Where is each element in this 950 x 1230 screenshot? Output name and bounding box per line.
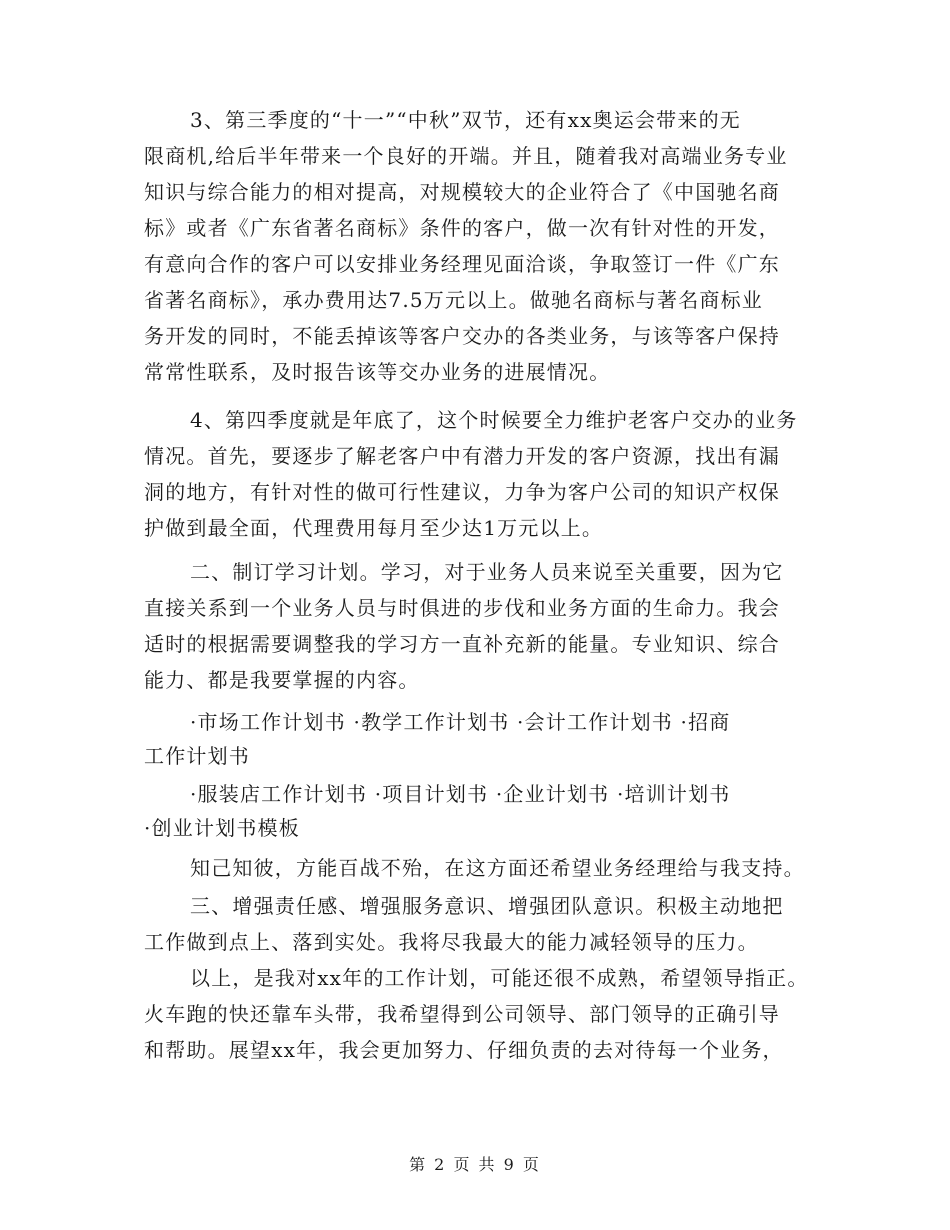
paragraph-line: 务开发的同时，不能丢掉该等客户交办的各类业务，与该等客户保持 bbox=[144, 324, 780, 348]
paragraph-line: 火车跑的快还靠车头带，我希望得到公司领导、部门领导的正确引导 bbox=[144, 1002, 780, 1026]
paragraph-line: 洞的地方，有针对性的做可行性建议，力争为客户公司的知识产权保 bbox=[144, 480, 780, 504]
paragraph-line: 3、第三季度的“十一”“中秋”双节，还有xx奥运会带来的无 bbox=[190, 108, 741, 132]
paragraph-line: 常常性联系，及时报告该等交办业务的进展情况。 bbox=[144, 360, 611, 384]
paragraph-line: 省著名商标》，承办费用达7.5万元以上。做驰名商标与著名商标业 bbox=[144, 288, 764, 312]
paragraph-line: 能力、都是我要掌握的内容。 bbox=[144, 668, 420, 692]
paragraph-line: 知识与综合能力的相对提高，对规模较大的企业符合了《中国驰名商 bbox=[144, 180, 780, 204]
paragraph-line: 三、增强责任感、增强服务意识、增强团队意识。积极主动地把 bbox=[190, 894, 784, 918]
paragraph-line: 4、第四季度就是年底了，这个时候要全力维护老客户交办的业务 bbox=[190, 408, 798, 432]
link-list-line[interactable]: ·服装店工作计划书 ·项目计划书 ·企业计划书 ·培训计划书 bbox=[190, 782, 731, 806]
paragraph-line: 适时的根据需要调整我的学习方一直补充新的能量。专业知识、综合 bbox=[144, 632, 780, 656]
paragraph-line: 标》或者《广东省著名商标》条件的客户，做一次有针对性的开发， bbox=[144, 216, 780, 240]
paragraph-line: 限商机,给后半年带来一个良好的开端。并且，随着我对高端业务专业 bbox=[144, 144, 788, 168]
paragraph-line: 知己知彼，方能百战不殆，在这方面还希望业务经理给与我支持。 bbox=[190, 856, 805, 880]
paragraph-line: 有意向合作的客户可以安排业务经理见面洽谈，争取签订一件《广东 bbox=[144, 252, 780, 276]
paragraph-line: 和帮助。展望xx年，我会更加努力、仔细负责的去对待每一个业务， bbox=[144, 1038, 784, 1062]
link-list-line[interactable]: ·市场工作计划书 ·教学工作计划书 ·会计工作计划书 ·招商 bbox=[190, 710, 731, 734]
link-list-line[interactable]: ·创业计划书模板 bbox=[144, 816, 300, 840]
paragraph-line: 护做到最全面，代理费用每月至少达1万元以上。 bbox=[144, 516, 604, 540]
page-number-footer: 第 2 页 共 9 页 bbox=[409, 1155, 541, 1174]
paragraph-line: 工作做到点上、落到实处。我将尽我最大的能力减轻领导的压力。 bbox=[144, 930, 759, 954]
paragraph-line: 二、制订学习计划。学习，对于业务人员来说至关重要，因为它 bbox=[190, 560, 784, 584]
paragraph-line: 直接关系到一个业务人员与时俱进的步伐和业务方面的生命力。我会 bbox=[144, 596, 780, 620]
link-list-line[interactable]: 工作计划书 bbox=[144, 744, 250, 768]
paragraph-line: 以上，是我对xx年的工作计划，可能还很不成熟，希望领导指正。 bbox=[190, 966, 809, 990]
paragraph-line: 情况。首先，要逐步了解老客户中有潜力开发的客户资源，找出有漏 bbox=[144, 444, 780, 468]
